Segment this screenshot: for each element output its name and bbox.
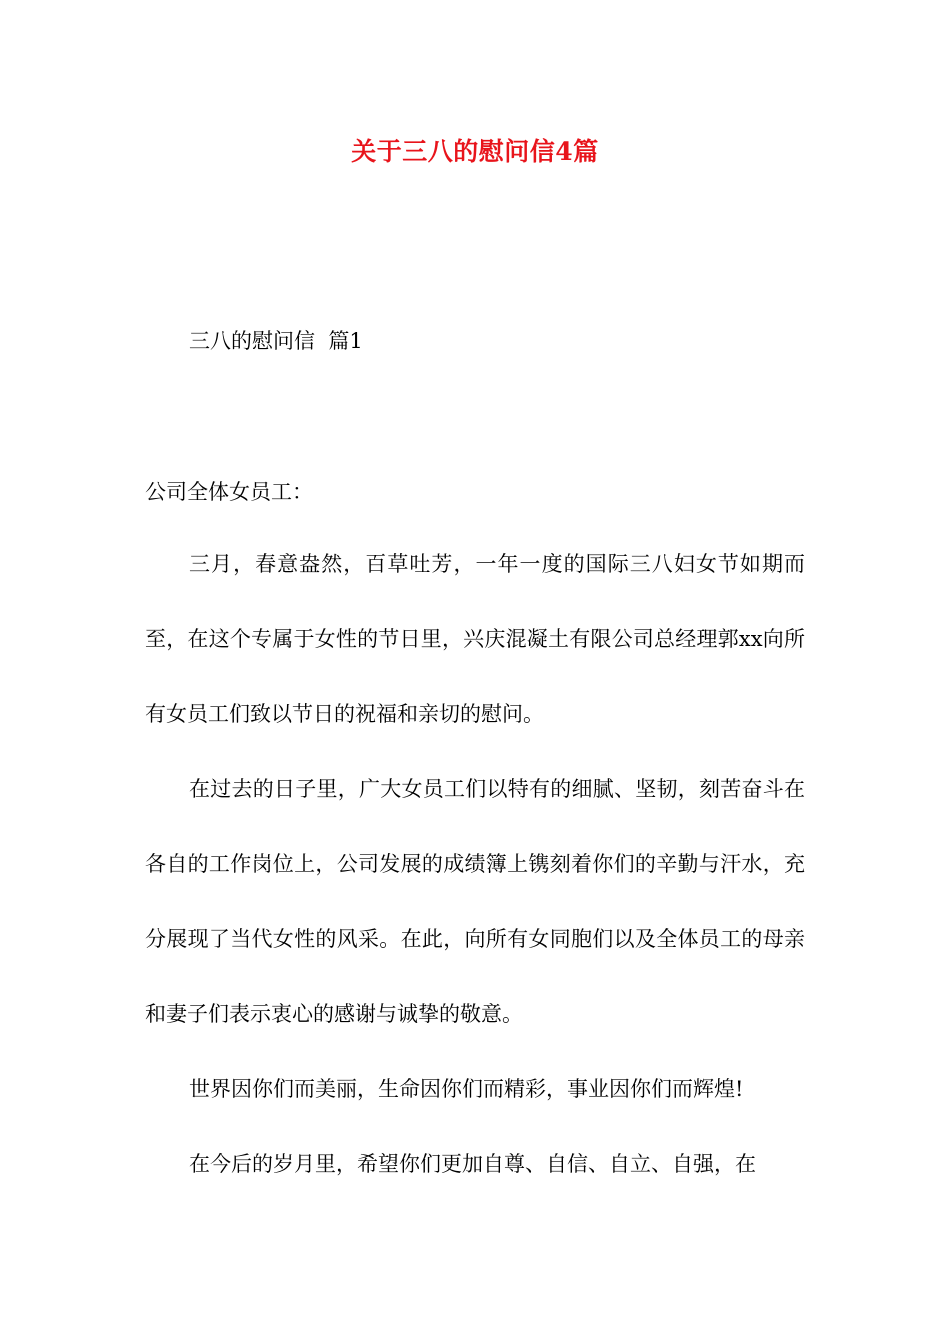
document-title: 关于三八的慰问信4篇 [351, 137, 599, 166]
paragraph: 三月，春意盎然，百草吐芳，一年一度的国际三八妇女节如期而至，在这个专属于女性的节日里，兴庆混凝土有限公司总经理郭xx向所有女员工们致以节日的祝福和亲切的慰问。 [145, 552, 805, 726]
salutation: 公司全体女员工： [145, 480, 313, 504]
section-heading: 三八的慰问信 篇1 [189, 329, 363, 353]
paragraph: 在过去的日子里，广大女员工们以特有的细腻、坚韧，刻苦奋斗在各自的工作岗位上，公司发展的成绩簿上镌刻着你们的辛勤与汗水，充分展现了当代女性的风采。在此，向所有女同胞们以及全体员工的母亲和妻子们表示衷心的感谢与诚挚的敬意。 [145, 777, 805, 1026]
paragraph: 在今后的岁月里，希望你们更加自尊、自信、自立、自强，在 [189, 1152, 756, 1176]
paragraph: 世界因你们而美丽，生命因你们而精彩，事业因你们而辉煌! [189, 1077, 744, 1101]
